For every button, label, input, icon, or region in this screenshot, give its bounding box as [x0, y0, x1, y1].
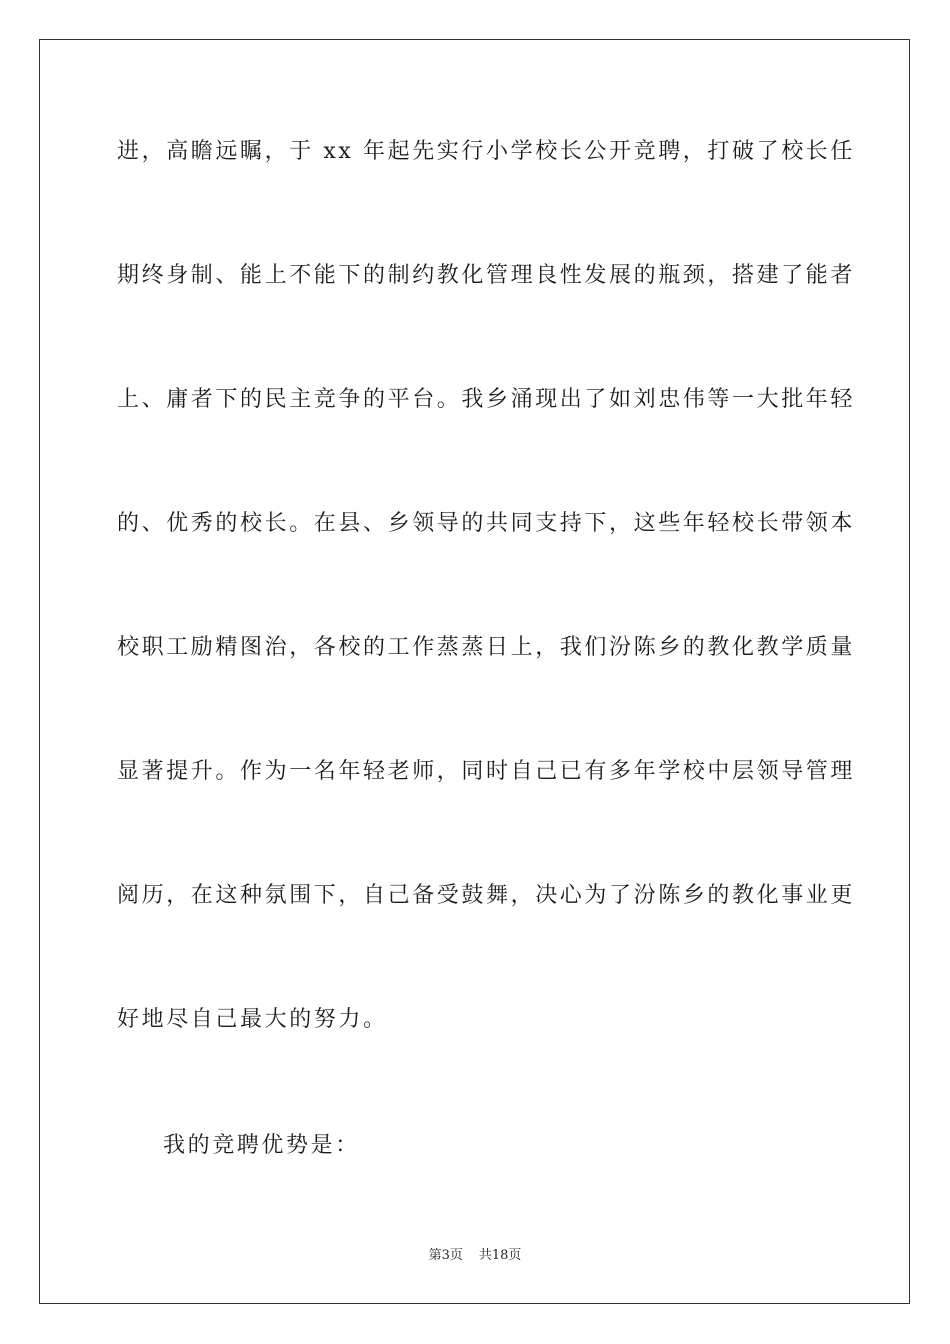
body-line-4: 的、优秀的校长。在县、乡领导的共同支持下，这些年轻校长带领本 — [117, 511, 856, 536]
body-line-8: 好地尽自己最大的努力。 — [117, 1007, 388, 1032]
body-line-3: 上、庸者下的民主竞争的平台。我乡涌现出了如刘忠伟等一大批年轻 — [117, 387, 856, 412]
body-line-5: 校职工励精图治，各校的工作蒸蒸日上，我们汾陈乡的教化教学质量 — [117, 635, 856, 660]
body-line-1: 进，高瞻远瞩，于 xx 年起先实行小学校长公开竞聘，打破了校长任 — [117, 139, 856, 164]
page-number-total: 共18页 — [478, 1248, 522, 1263]
body-line-2: 期终身制、能上不能下的制约教化管理良性发展的瓶颈，搭建了能者 — [117, 263, 856, 288]
body-line-6: 显著提升。作为一名年轻老师，同时自己已有多年学校中层领导管理 — [117, 759, 856, 784]
section-subheading: 我的竞聘优势是： — [163, 1133, 360, 1158]
page-number-current: 第3页 — [428, 1248, 463, 1263]
page-border — [39, 39, 910, 1304]
body-line-7: 阅历，在这种氛围下，自己备受鼓舞，决心为了汾陈乡的教化事业更 — [117, 883, 856, 908]
page-footer — [0, 1247, 950, 1265]
